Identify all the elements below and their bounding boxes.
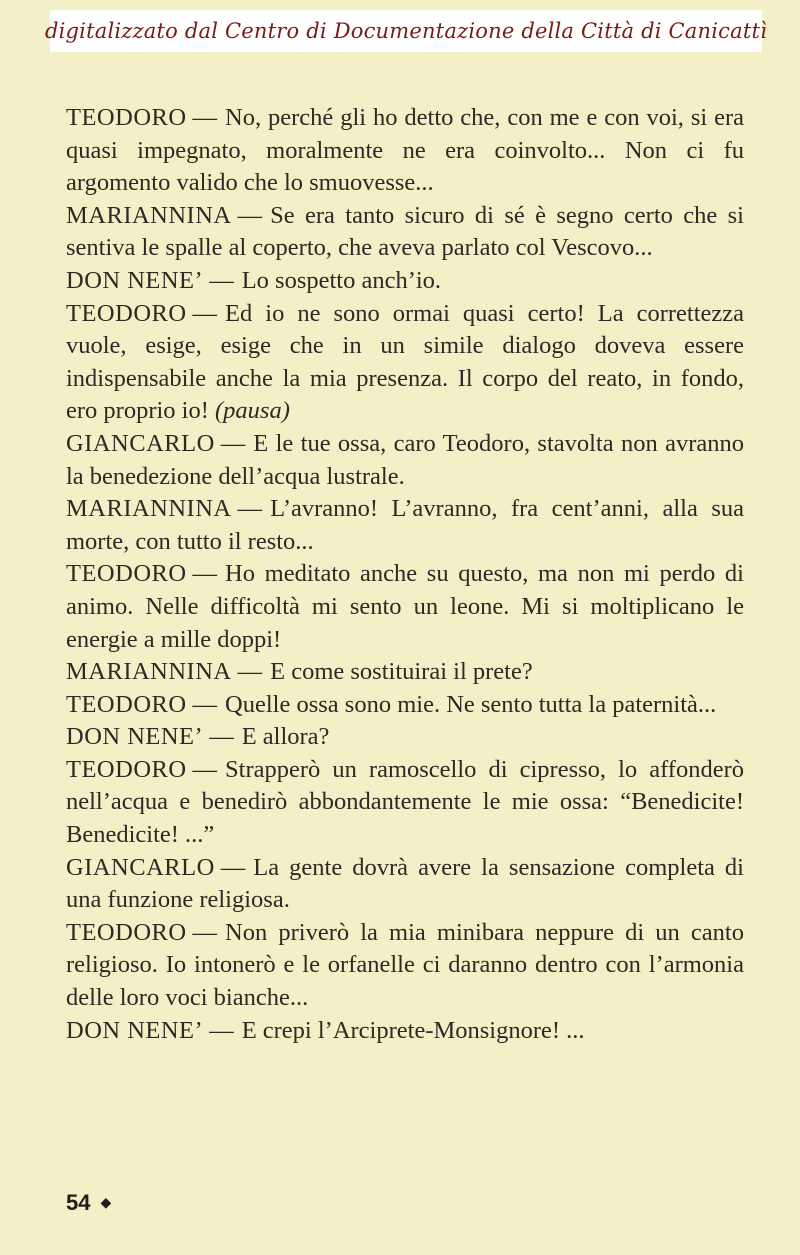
speaker-dash: — bbox=[209, 266, 234, 294]
speaker-dash: — bbox=[220, 853, 246, 881]
speaker-name: DON NENE’ bbox=[66, 723, 204, 751]
dialogue-line bbox=[66, 656, 744, 689]
speaker-name: GIANCARLO bbox=[66, 853, 215, 881]
line-text: E come sostituirai il prete? bbox=[270, 658, 533, 686]
speaker-dash: — bbox=[192, 918, 218, 946]
dialogue-line bbox=[66, 493, 744, 558]
speaker-name: TEODORO bbox=[66, 690, 187, 718]
line-text: No, perché gli ho detto che, con me e con voi, si era quasi impegnato, moralmente ne era coinvolto... Non ci fu argomento valido che lo smuovesse... bbox=[66, 104, 744, 197]
speaker-name: MARIANNINA bbox=[66, 201, 232, 229]
speaker-dash: — bbox=[237, 201, 263, 229]
speaker-name: TEODORO bbox=[66, 104, 187, 131]
line-text: E allora? bbox=[241, 723, 330, 751]
speaker-name: DON NENE’ bbox=[66, 1016, 204, 1044]
dialogue-line bbox=[66, 689, 744, 722]
line-text: Strapperò un ramoscello di cipresso, lo affonderò nell’acqua e benedirò abbondantemente le mie ossa: “Benedicite! Benedicite! ...” bbox=[66, 755, 744, 849]
speaker-dash: — bbox=[220, 429, 246, 457]
dialogue-line bbox=[66, 917, 744, 1015]
stage-direction: (pausa) bbox=[215, 397, 290, 425]
speaker-dash: — bbox=[209, 1016, 234, 1044]
line-text: E crepi l’Arciprete-Monsignore! ... bbox=[241, 1016, 585, 1044]
speaker-name: TEODORO bbox=[66, 918, 187, 946]
speaker-name: TEODORO bbox=[66, 299, 187, 327]
dialogue-line bbox=[66, 1015, 744, 1048]
diamond-icon: ◆ bbox=[100, 1195, 112, 1211]
line-text: Non priverò la mia minibara neppure di un canto religioso. Io intonerò e le orfanelle ci daranno dentro con l’armonia delle loro voci bianche... bbox=[66, 918, 744, 1012]
dialogue-line bbox=[66, 428, 744, 493]
dialogue-line bbox=[66, 265, 744, 298]
dialogue-line bbox=[66, 852, 744, 917]
dialogue-line bbox=[66, 200, 744, 265]
speaker-dash: — bbox=[192, 299, 218, 327]
speaker-dash: — bbox=[237, 495, 263, 523]
speaker-name: TEODORO bbox=[66, 560, 187, 588]
speaker-dash: — bbox=[192, 755, 218, 783]
page-footer bbox=[66, 1190, 111, 1216]
banner-text: digitalizzato dal Centro di Documentazione della Città di Canicattì bbox=[44, 19, 768, 43]
speaker-name: DON NENE’ bbox=[66, 266, 204, 294]
line-text: E le tue ossa, caro Teodoro, stavolta non avranno la benedezione dell’acqua lustrale. bbox=[66, 429, 744, 490]
line-text: L’avranno! L’avranno, fra cent’anni, alla sua morte, con tutto il resto... bbox=[66, 495, 744, 555]
dialogue-line bbox=[66, 298, 744, 428]
speaker-dash: — bbox=[192, 104, 218, 131]
dialogue-text bbox=[66, 102, 744, 1047]
speaker-name: MARIANNINA bbox=[66, 658, 232, 686]
page-number: 54 bbox=[66, 1190, 91, 1215]
line-text: La gente dovrà avere la sensazione completa di una funzione religiosa. bbox=[66, 853, 744, 914]
speaker-name: GIANCARLO bbox=[66, 429, 215, 457]
line-text: Lo sospetto anch’io. bbox=[241, 266, 442, 294]
speaker-name: TEODORO bbox=[66, 755, 187, 783]
dialogue-line bbox=[66, 558, 744, 656]
line-text: Ho meditato anche su questo, ma non mi perdo di animo. Nelle difficoltà mi sento un leone. Mi si moltiplicano le energie a mille doppi! bbox=[66, 560, 744, 653]
line-text: Se era tanto sicuro di sé è segno certo che si sentiva le spalle al coperto, che aveva parlato col Vescovo... bbox=[66, 201, 744, 262]
speaker-dash: — bbox=[209, 723, 234, 751]
dialogue-line bbox=[66, 754, 744, 852]
line-text: Ed io ne sono ormai quasi certo! La correttezza vuole, esige, esige che in un simile dialogo doveva essere indispensabile anche la mia presenza. Il corpo del reato, in fondo, ero proprio io! bbox=[66, 299, 744, 425]
line-text: Quelle ossa sono mie. Ne sento tutta la paternità... bbox=[225, 690, 717, 718]
dialogue-line bbox=[66, 721, 744, 754]
speaker-name: MARIANNINA bbox=[66, 495, 232, 523]
speaker-dash: — bbox=[192, 690, 218, 718]
digitization-banner bbox=[44, 10, 768, 52]
dialogue-line bbox=[66, 102, 744, 200]
speaker-dash: — bbox=[192, 560, 218, 588]
speaker-dash: — bbox=[237, 658, 263, 686]
